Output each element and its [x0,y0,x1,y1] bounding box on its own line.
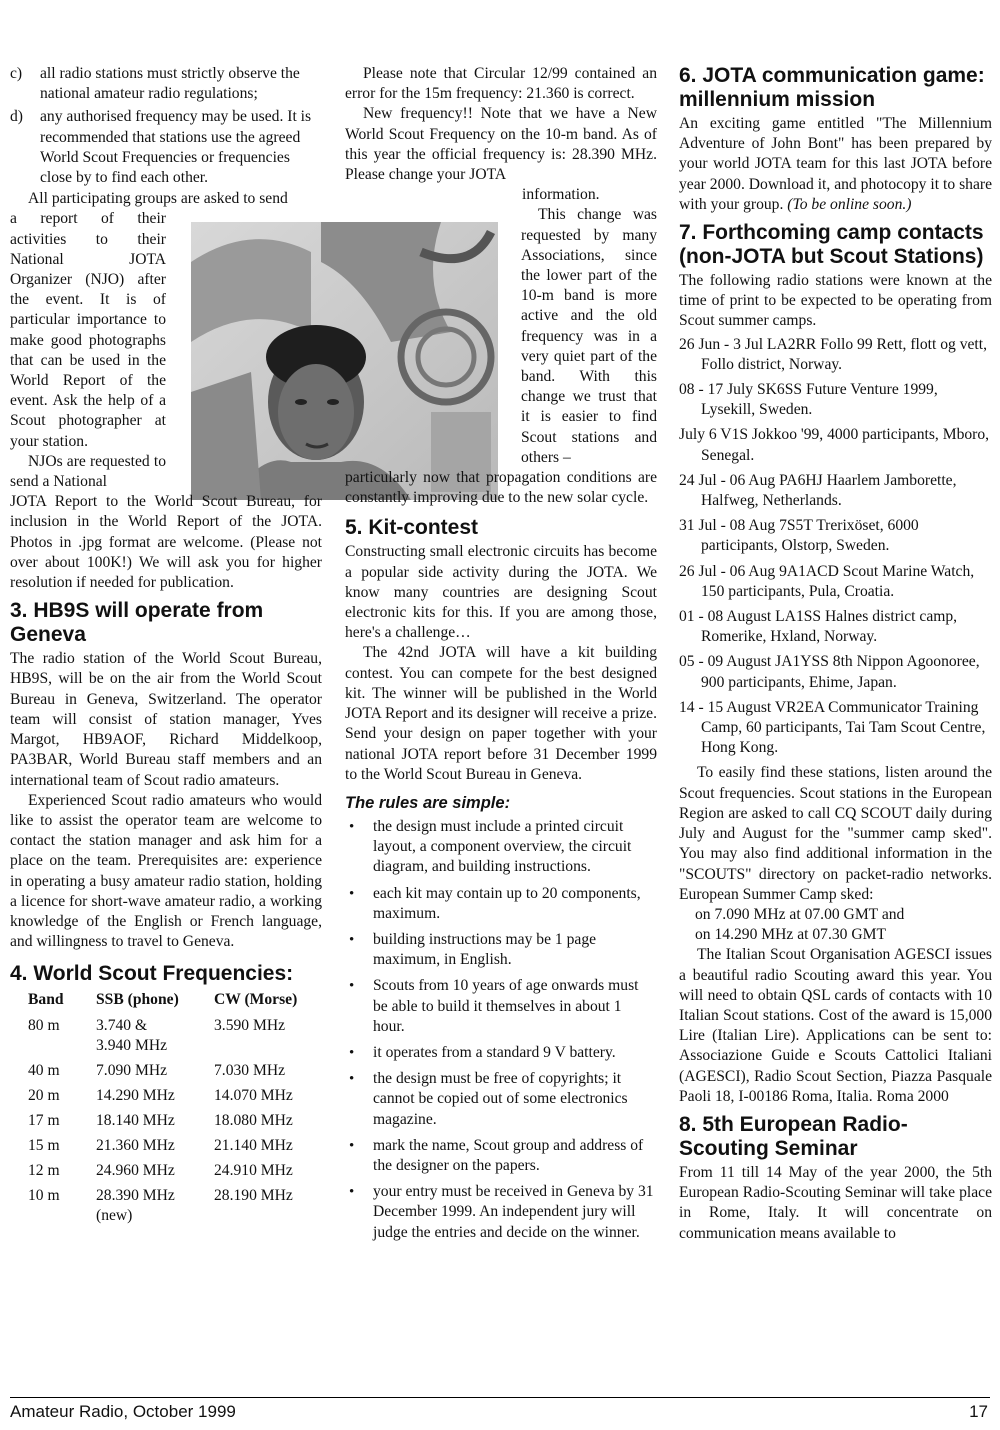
table-row [28,1014,307,1059]
paragraph: JOTA Report to the World Scout Bureau, for inclusion in the World Report of the JOTA. Photos in .jpg format are welcome. (Please not over about 100K!) We will ask you for higher resolution if needed for publication. [10,493,322,592]
table-row [28,1059,307,1084]
list-item [345,1043,657,1063]
list-text: the design must be free of copyrights; it cannot be copied out of some electronics magazine. [373,1070,628,1128]
bullet-icon: • [349,931,355,948]
table-row [28,1134,307,1159]
list-item: July 6 V1S Jokkoo '99, 4000 participants, Mboro, Senegal. [679,426,990,464]
list-item [345,1136,657,1176]
bullet-icon: • [349,978,355,995]
table-cell: 21.140 MHz [214,1137,293,1155]
table-row [28,1109,307,1134]
list-text: each kit may contain up to 20 components, maximum. [373,884,641,922]
table-cell: 40 m [28,1062,60,1080]
table-cell: 7.090 MHz [96,1062,168,1080]
column-middle [345,64,657,1249]
table-cell: 18.080 MHz [214,1112,293,1130]
paragraph: This change was requested by many Associations, since the lower part of the 10-m band is more active and the old frequency was in a very quiet part of the band. With this change we trust that it is easier to find Scout stations and others – [521,206,657,466]
frequency-table [28,988,307,1229]
list-item: 26 Jul - 06 Aug 9A1ACD Scout Marine Watch, 150 participants, Pula, Croatia. [679,562,975,600]
footer-rule [10,1397,990,1398]
table-cell: 20 m [28,1087,60,1105]
paragraph: NJOs are requested to send a National [10,452,166,491]
paragraph: The radio station of the World Scout Bureau, HB9S, will be on the air from the World Scout Bureau in Geneva, Switzerland. The operator team will consist of station manager, Yves Margot, HB9AOF, Richard Middelkoop, PA3BAR, World Bureau staff members and an international team of Scout radio amateurs. [10,650,322,789]
list-item [10,107,322,188]
section-heading: 3. HB9S will operate from Geneva [10,599,264,647]
list-text: any authorised frequency may be used. It is recommended that stations use the agreed World Scout Frequencies or frequencies close by to find each other. [40,108,312,187]
table-cell: 7.030 MHz [214,1062,286,1080]
list-text: all radio stations must strictly observe the national amateur radio regulations; [40,65,300,103]
paragraph: a report of their activities to their National JOTA Organizer (NJO) after the event. It is of particular importance to make good photographs that can be used in the World Report of the event. Ask the help of a Scout photographer at your station. [10,210,166,450]
table-cell [96,1014,214,1059]
table-cell: 18.140 MHz [96,1112,175,1130]
list-marker: c) [10,65,23,82]
table-cell: 12 m [28,1162,60,1180]
column-right [679,64,992,1244]
table-cell: 15 m [28,1137,60,1155]
paragraph: To easily find these stations, listen around the Scout frequencies. Scout stations in the European Region are asked to call CQ SCOUT daily during July and August for the "summer camp sked". You may also find additional information in the "SCOUTS" directory on packet-radio networks. European Summer Camp sked: [679,764,992,903]
bullet-icon: • [349,818,355,835]
section-heading: 7. Forthcoming camp contacts (non-JOTA but Scout Stations) [679,221,984,269]
section-heading: 6. JOTA communication game: millennium mission [679,64,985,111]
list-item [10,64,322,104]
paragraph: The 42nd JOTA will have a kit building contest. You can compete for the best designed kit. The winner will be published in the World JOTA Report and its designer will receive a prize. Send your design on paper together with your national JOTA report before 31 December 1999 to the World Scout Bureau in Geneva. [345,644,657,783]
list-item: 05 - 09 August JA1YSS 8th Nippon Agoonoree, 900 participants, Ehime, Japan. [679,653,980,691]
paragraph: The following radio stations were known at the time of print to be expected to be operating from Scout summer camps. [679,272,992,330]
list-item [345,930,657,970]
bullet-icon: • [349,1071,355,1088]
list-text: it operates from a standard 9 V battery. [373,1043,616,1061]
list-item: 26 Jun - 3 Jul LA2RR Follo 99 Rett, flott og vett, Follo district, Norway. [679,335,987,373]
section-heading: 8. 5th European Radio-Scouting Seminar [679,1112,908,1160]
table-row [28,1159,307,1184]
page-number: 17 [969,1402,988,1421]
list-marker: d) [10,108,23,126]
table-cell: 10 m [28,1187,60,1205]
table-row [28,1184,307,1229]
table-header: SSB (phone) [96,991,179,1009]
paragraph: particularly now that propagation conditions are constantly improving due to the new solar cycle. [345,469,657,507]
list-text: your entry must be received in Geneva by 31 December 1999. An independent jury will judge the entries and decide on the winner. [373,1183,654,1241]
paragraph: From 11 till 14 May of the year 2000, the 5th European Radio-Scouting Seminar will take place in Rome, Italy. It will concentrate on communication means available to [679,1163,992,1242]
column-left [10,64,322,1229]
paragraph: New frequency!! Note that we have a New World Scout Frequency on the 10-m band. As of this year the official frequency is: 28.390 MHz. Please change your JOTA [345,105,657,184]
table-cell-line: 3.740 & [96,1017,148,1035]
paragraph [679,114,992,215]
bullet-icon: • [349,1184,355,1201]
sked-line: on 14.290 MHz at 07.30 GMT [695,926,887,944]
list-text: the design must include a printed circuit layout, a component overview, the circuit diagram, and building instructions. [373,817,632,876]
table-cell-line: (new) [96,1207,133,1225]
paragraph: Constructing small electronic circuits has become a popular side activity during the JOTA. We know many countries are designing Scout electronic kits for this. If you are among those, here's a challenge… [345,543,657,642]
footer-publication: Amateur Radio, October 1999 [10,1402,236,1421]
list-item: 08 - 17 July SK6SS Future Venture 1999, Lysekill, Sweden. [679,381,938,419]
table-header: Band [28,991,64,1009]
paragraph: Experienced Scout radio amateurs who would like to assist the operator team are welcome to contact the station manager and ask him for a place on the team. Prerequisites are: experience in operating a busy amateur radio station, holding a licence for short-wave amateur radio, a working knowledge of the English or French language, and willingness to travel to Geneva. [10,791,322,951]
list-item: 31 Jul - 08 Aug 7S5T Trerixöset, 6000 participants, Olstorp, Sweden. [679,517,919,555]
paragraph: All participating groups are asked to send [28,190,288,208]
section-heading: 4. World Scout Frequencies: [10,962,294,986]
table-cell: 24.960 MHz [96,1162,175,1180]
paragraph: information. [522,186,600,204]
bullet-icon: • [349,885,355,902]
list-item [345,817,657,878]
list-item: 01 - 08 August LA1SS Halnes district camp, Romerike, Hxland, Norway. [679,608,958,646]
table-cell-line: 3.940 MHz [96,1037,168,1055]
bullet-icon: • [349,1137,355,1154]
table-cell: 14.290 MHz [96,1087,175,1105]
table-cell: 17 m [28,1112,60,1130]
list-item [345,1069,657,1130]
list-item [345,1182,657,1243]
table-cell: 80 m [28,1017,60,1035]
table-cell: 3.590 MHz [214,1017,286,1035]
table-cell: 24.910 MHz [214,1162,293,1180]
list-text: mark the name, Scout group and address of the designer on the papers. [373,1136,644,1174]
paragraph-note: (To be online soon.) [787,195,912,213]
section-heading: 5. Kit-contest [345,516,479,540]
list-item: 14 - 15 August VR2EA Communicator Training Camp, 60 participants, Tai Tam Scout Centre, Hong Kong. [679,698,986,757]
table-cell [96,1184,214,1229]
table-cell-line: 28.390 MHz [96,1187,175,1205]
table-row [28,1084,307,1109]
list-text: building instructions may be 1 page maximum, in English. [373,930,597,969]
bullet-icon: • [349,1044,355,1061]
list-text: Scouts from 10 years of age onwards must be able to build it themselves in about 1 hour. [373,977,639,1035]
table-cell: 21.360 MHz [96,1137,175,1155]
sked-line: on 7.090 MHz at 07.00 GMT and [695,905,905,923]
table-cell: 28.190 MHz [214,1187,293,1205]
paragraph: The Italian Scout Organisation AGESCI issues a beautiful radio Scouting award this year. You will need to obtain QSL cards of contacts with 10 Italian Scout stations. Cost of the award is 15,000 Lire (Italian Lire). Applications can be sent to: Associazione Guide e Scouts Cattolici Italiani (AGESCI), Radio Scout Section, Piazza Pasquale Paoli 18, I-00186 Roma, Italia. Roma 2000 [679,946,992,1105]
table-cell: 14.070 MHz [214,1087,293,1105]
table-header: CW (Morse) [214,991,298,1009]
rules-heading: The rules are simple: [345,793,511,812]
paragraph: Please note that Circular 12/99 contained an error for the 15m frequency: 21.360 is correct. [345,65,657,103]
list-item [345,976,657,1037]
paragraph-text: An exciting game entitled "The Millennium Adventure of John Bont" has been prepared by your world JOTA team for this last JOTA before year 2000. Download it, and photocopy it to share with your group. [679,115,992,213]
list-item: 24 Jul - 06 Aug PA6HJ Haarlem Jamborette, Halfweg, Netherlands. [679,471,957,510]
list-item [345,884,657,924]
